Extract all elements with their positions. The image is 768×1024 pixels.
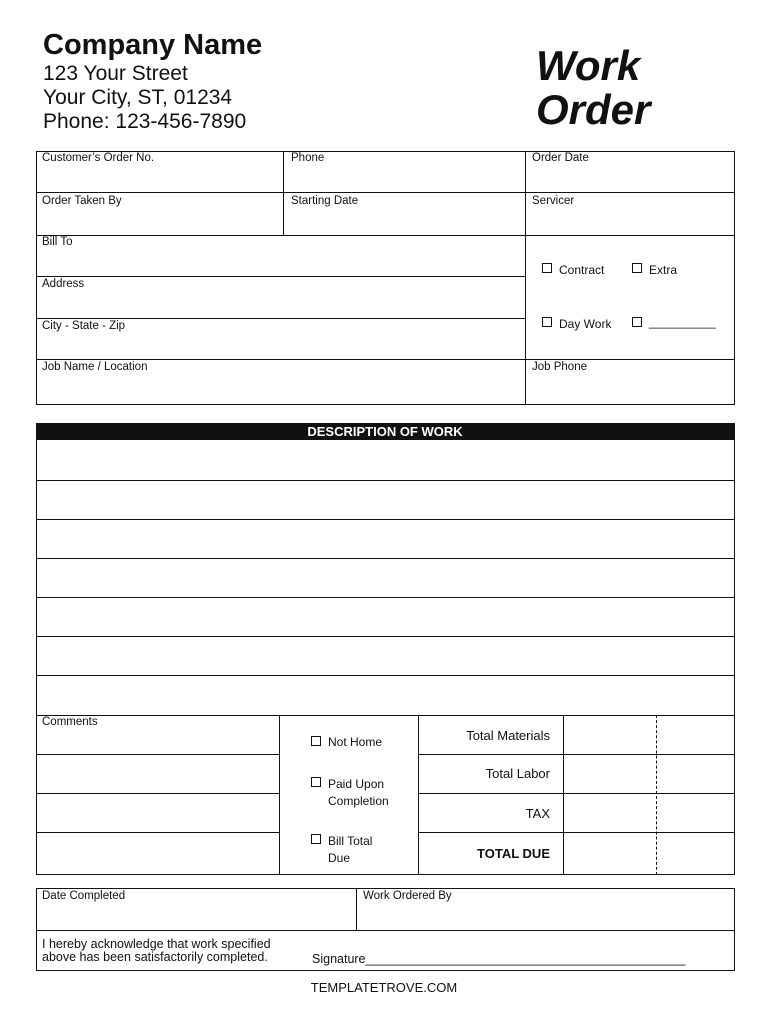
extra-checkbox[interactable] xyxy=(632,263,642,273)
divider xyxy=(36,235,735,236)
divider xyxy=(525,151,526,405)
signature-field[interactable]: Signature______________________________________________ xyxy=(312,952,686,966)
completion-label: Completion xyxy=(328,794,389,808)
divider xyxy=(418,715,419,875)
day-work-checkbox[interactable] xyxy=(542,317,552,327)
extra-label: Extra xyxy=(649,263,678,277)
address-field[interactable]: Address xyxy=(42,278,85,290)
contract-checkbox[interactable] xyxy=(542,263,552,273)
paid-upon-label: Paid Upon xyxy=(328,777,385,791)
contract-label: Contract xyxy=(559,263,605,277)
footer-site: TEMPLATETROVE.COM xyxy=(310,980,458,995)
day-work-label: Day Work xyxy=(559,317,612,331)
not-home-checkbox[interactable] xyxy=(311,736,321,746)
divider xyxy=(283,151,284,235)
divider xyxy=(36,276,526,277)
bill-to-field[interactable]: Bill To xyxy=(42,236,73,248)
title-order: Order xyxy=(536,86,651,133)
customer-order-no-field[interactable]: Customer’s Order No. xyxy=(42,152,155,164)
starting-date-field[interactable]: Starting Date xyxy=(291,195,359,207)
description-line[interactable] xyxy=(36,636,735,637)
divider xyxy=(36,930,735,931)
due-label: Due xyxy=(328,851,351,865)
servicer-field[interactable]: Servicer xyxy=(532,195,575,207)
description-line[interactable] xyxy=(36,480,735,481)
divider xyxy=(36,192,735,193)
bill-total-label: Bill Total xyxy=(328,834,373,848)
description-header: DESCRIPTION OF WORK xyxy=(36,423,734,440)
total-labor-cents[interactable] xyxy=(658,755,734,792)
tax-label: TAX xyxy=(525,806,550,821)
paid-upon-completion-checkbox[interactable] xyxy=(311,777,321,787)
total-materials-label: Total Materials xyxy=(466,728,550,743)
company-phone: Phone: 123-456-7890 xyxy=(43,110,247,133)
divider xyxy=(356,888,357,930)
description-line[interactable] xyxy=(36,597,735,598)
divider xyxy=(36,359,735,360)
other-checkbox[interactable] xyxy=(632,317,642,327)
not-home-label: Not Home xyxy=(328,735,383,749)
comment-line[interactable] xyxy=(36,793,279,794)
city-state-zip-field[interactable]: City - State - Zip xyxy=(42,320,126,332)
date-completed-field[interactable]: Date Completed xyxy=(42,890,126,902)
total-due-dollars[interactable] xyxy=(564,833,656,874)
tax-cents[interactable] xyxy=(658,794,734,831)
tax-dollars[interactable] xyxy=(564,794,656,831)
total-labor-dollars[interactable] xyxy=(564,755,656,792)
total-materials-cents[interactable] xyxy=(658,716,734,753)
bill-total-due-checkbox[interactable] xyxy=(311,834,321,844)
order-taken-by-field[interactable]: Order Taken By xyxy=(42,195,122,207)
job-name-location-field[interactable]: Job Name / Location xyxy=(42,361,148,373)
description-line[interactable] xyxy=(36,558,735,559)
divider xyxy=(279,715,280,875)
job-phone-field[interactable]: Job Phone xyxy=(532,361,587,373)
company-city: Your City, ST, 01234 xyxy=(43,86,233,109)
total-labor-label: Total Labor xyxy=(485,766,550,781)
description-line[interactable] xyxy=(36,519,735,520)
order-date-field[interactable]: Order Date xyxy=(532,152,589,164)
total-due-label: TOTAL DUE xyxy=(477,846,550,861)
company-name: Company Name xyxy=(43,29,263,61)
phone-field[interactable]: Phone xyxy=(291,152,325,164)
divider xyxy=(36,318,526,319)
acknowledgement-line2: above has been satisfactorily completed. xyxy=(42,950,268,964)
comment-line[interactable] xyxy=(36,832,279,833)
comment-line[interactable] xyxy=(36,754,279,755)
other-blank-field[interactable]: __________ xyxy=(649,315,716,329)
work-ordered-by-field[interactable]: Work Ordered By xyxy=(363,890,452,902)
company-street: 123 Your Street xyxy=(43,62,188,85)
comments-label: Comments xyxy=(42,716,98,728)
total-due-cents[interactable] xyxy=(658,833,734,874)
total-materials-dollars[interactable] xyxy=(564,716,656,753)
title-work: Work xyxy=(536,42,641,89)
cents-divider xyxy=(656,715,657,875)
acknowledgement-line1: I hereby acknowledge that work specified xyxy=(42,937,271,951)
description-line[interactable] xyxy=(36,675,735,676)
